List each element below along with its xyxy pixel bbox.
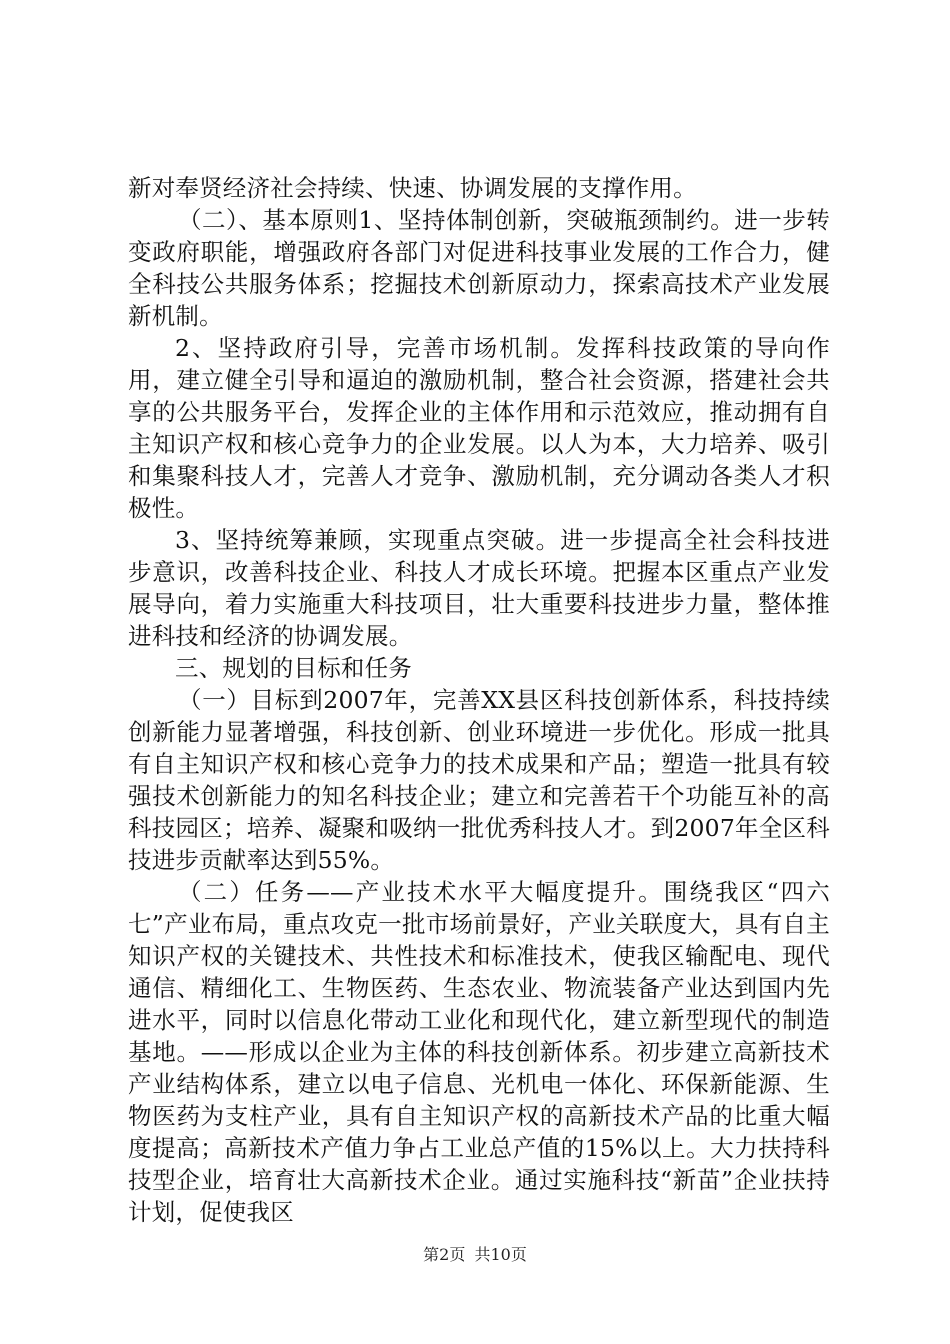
paragraph-goals: （一）目标到2007年，完善XX县区科技创新体系，科技持续创新能力显著增强，科技创新、创业环境进一步优化。形成一批具有自主知识产权和核心竞争力的技术成果和产品；塑造一批具有较强技术创新能力的知名科技企业；建立和完善若干个功能互补的高科技园区；培养、凝聚和吸纳一批优秀科技人才。到2007年全区科技进步贡献率达到55%。: [128, 686, 830, 874]
document-body: [128, 172, 830, 1228]
page-number: 第2页: [423, 1245, 466, 1264]
total-pages: 共10页: [474, 1245, 527, 1264]
paragraph-basic-principles: （二）、基本原则1、坚持体制创新，突破瓶颈制约。进一步转变政府职能，增强政府各部门对促进科技事业发展的工作合力，健全科技公共服务体系；挖掘技术创新原动力，探索高技术产业发展新机制。: [128, 206, 830, 330]
paragraph-continuation: 新对奉贤经济社会持续、快速、协调发展的支撑作用。: [128, 174, 697, 202]
paragraph-principle-3: 3、坚持统筹兼顾，实现重点突破。进一步提高全社会科技进步意识，改善科技企业、科技人才成长环境。把握本区重点产业发展导向，着力实施重大科技项目，壮大重要科技进步力量，整体推进科技和经济的协调发展。: [128, 526, 830, 650]
paragraph-principle-2: 2、坚持政府引导，完善市场机制。发挥科技政策的导向作用，建立健全引导和逼迫的激励机制，整合社会资源，搭建社会共享的公共服务平台，发挥企业的主体作用和示范效应，推动拥有自主知识产权和核心竞争力的企业发展。以人为本，大力培养、吸引和集聚科技人才，完善人才竞争、激励机制，充分调动各类人才积极性。: [128, 334, 830, 522]
section-heading-goals-tasks: 三、规划的目标和任务: [175, 654, 412, 682]
page-footer: [0, 1244, 950, 1266]
paragraph-tasks: （二）任务——产业技术水平大幅度提升。围绕我区“四六七”产业布局，重点攻克一批市场前景好，产业关联度大，具有自主知识产权的关键技术、共性技术和标准技术，使我区输配电、现代通信、精细化工、生物医药、生态农业、物流装备产业达到国内先进水平，同时以信息化带动工业化和现代化，建立新型现代的制造基地。——形成以企业为主体的科技创新体系。初步建立高新技术产业结构体系，建立以电子信息、光机电一体化、环保新能源、生物医药为支柱产业，具有自主知识产权的高新技术产品的比重大幅度提高；高新技术产值力争占工业总产值的15%以上。大力扶持科技型企业，培育壮大高新技术企业。通过实施科技“新苗”企业扶持计划，促使我区: [128, 878, 830, 1226]
